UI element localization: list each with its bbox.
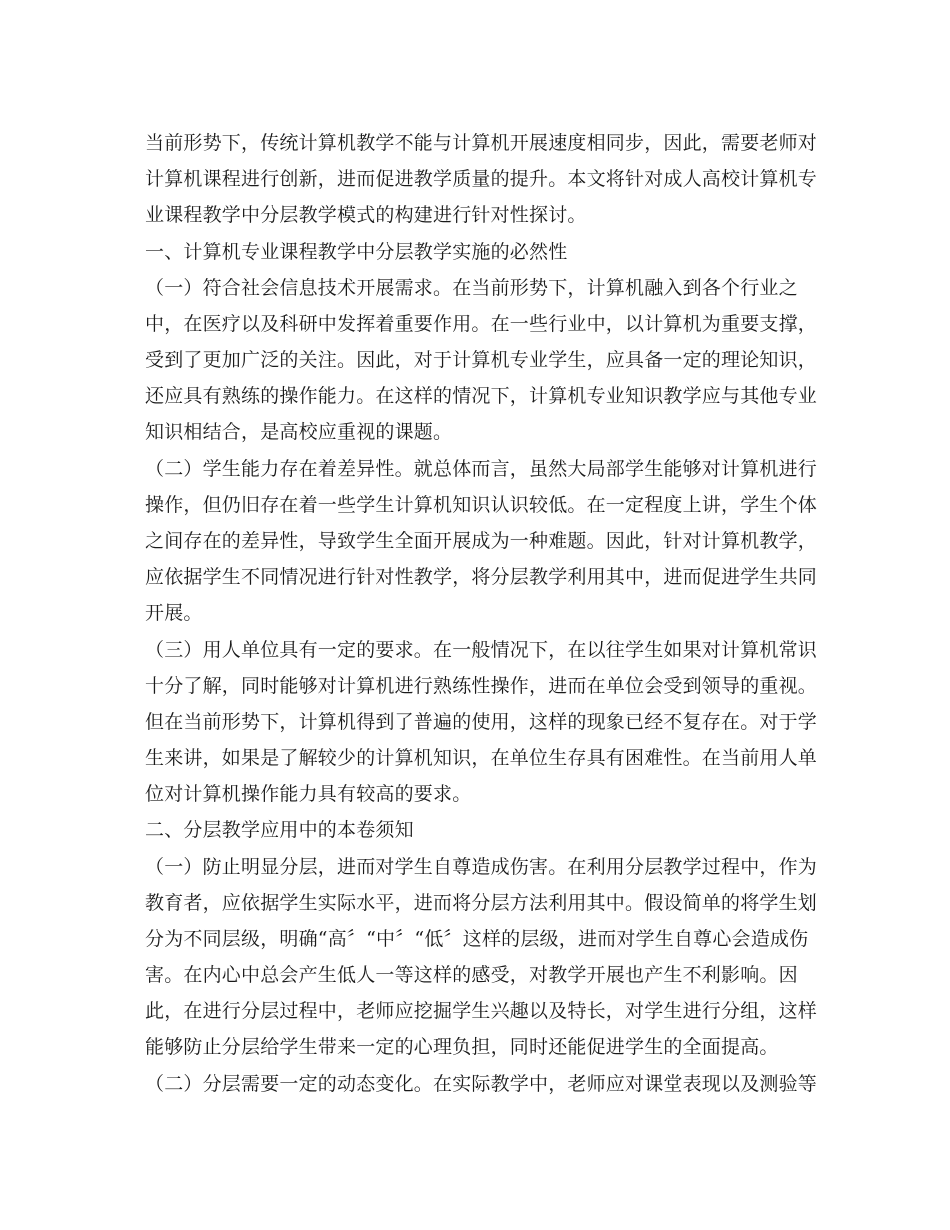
text-line: 计算机课程进行创新，进而促进教学质量的提升。本文将针对成人高校计算机专 [145, 168, 818, 190]
text-line: 当前形势下，传统计算机教学不能与计算机开展速度相同步，因此，需要老师对 [145, 132, 818, 154]
text-line: 业课程教学中分层教学模式的构建进行针对性探讨。 [145, 204, 587, 226]
section-heading: 一、计算机专业课程教学中分层教学实施的必然性 [145, 241, 568, 263]
text-line: 应依据学生不同情况进行针对性教学，将分层教学利用其中，进而促进学生共同 [145, 566, 818, 588]
text-line: （一）防止明显分层，进而对学生自尊造成伤害。在利用分层教学过程中，作为 [145, 856, 818, 878]
text-line: 操作，但仍旧存在着一些学生计算机知识认识较低。在一定程度上讲，学生个体 [145, 494, 818, 516]
text-line: 位对计算机操作能力具有较高的要求。 [145, 783, 472, 805]
text-line: 害。在内心中总会产生低人一等这样的感受，对教学开展也产生不利影响。因 [145, 964, 798, 986]
text-line: 开展。 [145, 602, 203, 624]
text-line: 知识相结合，是高校应重视的课题。 [145, 421, 453, 443]
text-line: 但在当前形势下，计算机得到了普遍的使用，这样的现象已经不复存在。对于学 [145, 711, 818, 733]
text-line: 还应具有熟练的操作能力。在这样的情况下，计算机专业知识教学应与其他专业 [145, 385, 818, 407]
text-line: 能够防止分层给学生带来一定的心理负担，同时还能促进学生的全面提高。 [145, 1036, 779, 1058]
text-line: （二）分层需要一定的动态变化。在实际教学中，老师应对课堂表现以及测验等 [145, 1073, 818, 1095]
text-line: （三）用人单位具有一定的要求。在一般情况下，在以往学生如果对计算机常识 [145, 639, 818, 661]
text-line: 此，在进行分层过程中，老师应挖掘学生兴趣以及特长，对学生进行分组，这样 [145, 1000, 818, 1022]
text-line: （一）符合社会信息技术开展需求。在当前形势下，计算机融入到各个行业之 [145, 277, 798, 299]
text-line: 之间存在的差异性，导致学生全面开展成为一种难题。因此，针对计算机教学， [145, 530, 818, 552]
text-line: 生来讲，如果是了解较少的计算机知识，在单位生存具有困难性。在当前用人单 [145, 747, 818, 769]
text-line: 受到了更加广泛的关注。因此，对于计算机专业学生，应具备一定的理论知识， [145, 349, 818, 371]
text-line: 十分了解，同时能够对计算机进行熟练性操作，进而在单位会受到领导的重视。 [145, 675, 818, 697]
text-line: 教育者，应依据学生实际水平，进而将分层方法利用其中。假设简单的将学生划 [145, 892, 818, 914]
text-line: 分为不同层级，明确“高〞“中〞“低〞这样的层级，进而对学生自尊心会造成伤 [145, 928, 809, 950]
text-line: （二）学生能力存在着差异性。就总体而言，虽然大局部学生能够对计算机进行 [145, 458, 818, 480]
text-line: 中，在医疗以及科研中发挥着重要作用。在一些行业中，以计算机为重要支撑， [145, 313, 818, 335]
section-heading: 二、分层教学应用中的本卷须知 [145, 819, 414, 841]
